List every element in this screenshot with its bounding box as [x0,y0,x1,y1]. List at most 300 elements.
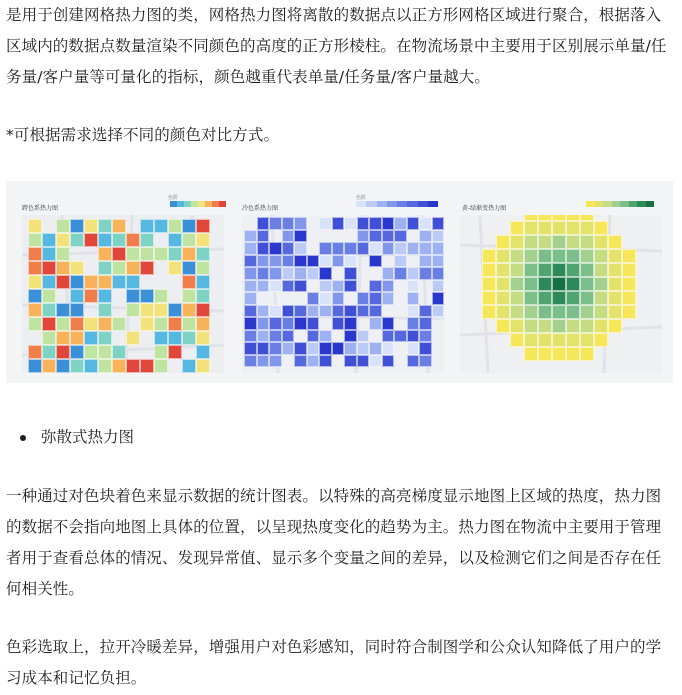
heatmap-cell [126,359,140,373]
heatmap-cell [182,317,196,331]
heatmap-cell [382,255,395,268]
heatmap-cell [332,292,345,305]
description-paragraph: 一种通过对色块着色来显示数据的统计图表。以特殊的高亮梯度显示地图上区域的热度，热力图的数据不会指向地图上具体的位置，以呈现热度变化的趋势为主。热力图在物流中主要用于管理者用于查看总体的情况、发现异常值、显示多个变量之间的差异，以及检测它们之间是否存在任何相关性。 [6,487,662,598]
heatmap-cell [524,263,538,277]
heatmap-cell [594,249,608,263]
heatmap-cell [580,333,594,347]
heatmap-cell [319,330,332,343]
heatmap-cell [182,345,196,359]
heatmap-cell [432,230,445,243]
heatmap-cell [257,330,270,343]
intro-paragraph: 是用于创建网格热力图的类，网格热力图将离散的数据点以正方形网格区域进行聚合，根据落入区域内的数据点数量渲染不同颜色的高度的正方形棱柱。在物流场景中主要用于区别展示单量/任务量/客户量等可量化的指标，颜色越重代表单量/任务量/客户量越大。 [6,6,667,86]
heatmap-cell [357,342,370,355]
legend-swatch [366,201,376,207]
heatmap-cell [369,217,382,230]
heatmap-cell [140,331,154,345]
legend-swatch [428,201,438,207]
heatmap-cell [28,331,42,345]
heatmap-cell [307,330,320,343]
heatmap-cell [154,275,168,289]
heatmap-cell [357,267,370,280]
heatmap-cell [98,289,112,303]
heatmap-cell [70,247,84,261]
heatmap-cell [42,303,56,317]
heatmap-cell [394,280,407,293]
heatmap-cell [552,305,566,319]
heatmap-cell [357,280,370,293]
heatmap-cell [282,317,295,330]
heatmap-cell [244,280,257,293]
legend-swatch [586,201,595,207]
heatmap-cell [196,233,210,247]
heatmap-cell [394,255,407,268]
heatmap-cell [168,247,182,261]
heatmap-cell [257,280,270,293]
heatmap-cell [496,221,510,235]
heatmap-cell [419,217,432,230]
legend-swatch [397,201,407,207]
heatmap-cell [307,242,320,255]
heatmap-cell [407,255,420,268]
heatmap-cell [84,303,98,317]
heatmap-cell [98,317,112,331]
heatmap-cell [70,275,84,289]
heatmap-cell [294,230,307,243]
heatmap-cell [196,345,210,359]
heatmap-cell [196,261,210,275]
bullet-dot [20,435,26,441]
heatmap-cell [496,291,510,305]
heatmap-cell [112,233,126,247]
heatmap-cell [332,355,345,368]
heatmap-cell [154,233,168,247]
legend-swatch [356,201,366,207]
heatmap-cell [319,280,332,293]
heatmap-cell [319,342,332,355]
legend-swatch [646,201,655,207]
heatmap-cell [294,280,307,293]
heatmap-cell [126,303,140,317]
heatmap-cell [594,319,608,333]
heatmap-cell [608,319,622,333]
heatmap-cell [332,330,345,343]
heatmap-cell [257,217,270,230]
legend-swatch [407,201,417,207]
legend-label: 色阶 [356,195,367,201]
heatmap-cell [332,255,345,268]
heatmap-cell [622,263,636,277]
heatmap-cell [182,359,196,373]
heatmap-cell [56,261,70,275]
heatmap-cell [70,359,84,373]
heatmap-cell [432,280,445,293]
heatmap-cell [269,355,282,368]
heatmap-cell [126,275,140,289]
heatmap-cell [257,305,270,318]
heatmap-cell [407,292,420,305]
heatmap-cell [566,291,580,305]
heatmap-cell [244,242,257,255]
heatmap-cell [244,217,257,230]
heatmap-cell [482,235,496,249]
heatmap-cell [419,292,432,305]
heatmap-cell [344,230,357,243]
heatmap-cell [282,305,295,318]
heatmap-cell [580,305,594,319]
heatmap-cell [28,261,42,275]
heatmap-cell [307,280,320,293]
panel-title: 跨色系热力图 [22,205,59,212]
color-legend [170,201,226,207]
heatmap-cell [70,289,84,303]
heatmap-cell [269,267,282,280]
heatmap-cell [432,355,445,368]
heatmap-cell [608,333,622,347]
heatmap-cell [56,219,70,233]
heatmap-cell [524,235,538,249]
heatmap-cell [622,291,636,305]
heatmap-cell [307,230,320,243]
heatmap-cell [154,219,168,233]
heatmap-cell [98,219,112,233]
legend-swatch [612,201,621,207]
heatmap-cell [70,317,84,331]
heatmap-cell [369,355,382,368]
heatmap-cell [332,217,345,230]
heatmap-cell [419,355,432,368]
heatmap-cell [269,330,282,343]
heatmap-cell [432,317,445,330]
heatmap-cell [307,292,320,305]
heatmap-cell [482,291,496,305]
heatmap-cell [369,255,382,268]
heatmap-cell [140,247,154,261]
heatmap-cell [552,347,566,361]
heatmap-cell [357,330,370,343]
heatmap-cell [84,233,98,247]
heatmap-cell [282,242,295,255]
heatmap-cell [269,342,282,355]
heatmap-cell [357,217,370,230]
heatmap-cell [182,261,196,275]
heatmap-cell [538,221,552,235]
legend-swatch [603,201,612,207]
heatmap-cell [419,242,432,255]
heatmap-cell [126,289,140,303]
heatmap-cell [510,305,524,319]
heatmap-cell [369,280,382,293]
heatmap-cell [168,331,182,345]
heatmap-cell [394,230,407,243]
heatmap-cell [294,267,307,280]
heatmap-cell [419,305,432,318]
legend-swatch [620,201,629,207]
heatmap-cell [608,305,622,319]
heatmap-cell [98,345,112,359]
heatmap-cell [70,261,84,275]
heatmap-cell [407,330,420,343]
heatmap-cell [84,289,98,303]
heatmap-cell [70,345,84,359]
heatmap-cell [168,219,182,233]
heatmap-cell [84,359,98,373]
heatmap-cell [244,230,257,243]
heatmap-cell [168,289,182,303]
heatmap-cell [307,342,320,355]
heatmap-cell [496,249,510,263]
heatmap-cell [382,355,395,368]
heatmap-cell [154,303,168,317]
heatmap-cell [319,305,332,318]
heatmap-cell [244,267,257,280]
heatmap-cell [154,317,168,331]
heatmap-cell [566,277,580,291]
heatmap-cell [154,359,168,373]
heatmap-cell [257,292,270,305]
heatmap-cell [282,342,295,355]
heatmap-cell [419,330,432,343]
heatmap-cell [56,331,70,345]
heatmap-cell [244,342,257,355]
heatmap-cell [307,267,320,280]
heatmap-cell [608,249,622,263]
heatmap-cell [344,305,357,318]
heatmap-panel-cross-color [18,181,233,383]
heatmap-cell [344,280,357,293]
note-paragraph: *可根据需求选择不同的颜色对比方式。 [6,126,280,144]
heatmap-cell [126,345,140,359]
heatmap-cell [407,305,420,318]
heatmap-grid [244,217,444,367]
heatmap-cell [112,247,126,261]
heatmap-cell [42,275,56,289]
heatmap-cell [382,292,395,305]
heatmap-cell [566,263,580,277]
heatmap-cell [594,277,608,291]
heatmap-cell [419,267,432,280]
heatmap-cell [98,233,112,247]
map-area [460,215,662,373]
heatmap-cell [269,280,282,293]
heatmap-cell [482,263,496,277]
heatmap-grid [482,215,636,361]
heatmap-cell [344,267,357,280]
heatmap-cell [269,305,282,318]
heatmap-cell [382,330,395,343]
heatmap-cell [510,263,524,277]
heatmap-cell [42,359,56,373]
heatmap-cell [168,261,182,275]
heatmap-cell [244,330,257,343]
legend-swatch [418,201,428,207]
heatmap-cell [594,291,608,305]
heatmap-cell [394,217,407,230]
heatmap-cell [319,217,332,230]
heatmap-cell [294,255,307,268]
heatmap-figure [6,181,673,383]
legend-label: 色阶 [168,195,179,201]
heatmap-cell [257,255,270,268]
heatmap-cell [196,275,210,289]
heatmap-cell [98,261,112,275]
heatmap-cell [622,249,636,263]
heatmap-cell [282,292,295,305]
legend-swatch [629,201,638,207]
heatmap-cell [524,347,538,361]
heatmap-cell [608,263,622,277]
heatmap-cell [622,333,636,347]
heatmap-cell [112,317,126,331]
heatmap-cell [594,333,608,347]
heatmap-cell [294,355,307,368]
heatmap-cell [482,221,496,235]
heatmap-cell [419,230,432,243]
heatmap-cell [382,267,395,280]
heatmap-cell [357,292,370,305]
heatmap-cell [319,267,332,280]
heatmap-cell [357,230,370,243]
heatmap-cell [622,319,636,333]
heatmap-cell [580,221,594,235]
bullet-item [20,422,134,453]
heatmap-cell [524,249,538,263]
heatmap-cell [510,291,524,305]
heatmap-cell [552,221,566,235]
heatmap-cell [168,233,182,247]
heatmap-cell [524,305,538,319]
color-legend [356,201,438,207]
heatmap-cell [566,319,580,333]
legend-swatch [177,201,184,207]
heatmap-cell [622,305,636,319]
heatmap-cell [244,355,257,368]
heatmap-cell [608,235,622,249]
heatmap-cell [84,345,98,359]
heatmap-cell [369,267,382,280]
heatmap-cell [196,303,210,317]
heatmap-cell [42,331,56,345]
heatmap-cell [28,247,42,261]
heatmap-cell [196,317,210,331]
panel-title: 冷色系热力图 [242,205,279,212]
legend-swatch [637,201,646,207]
heatmap-cell [580,235,594,249]
heatmap-cell [294,292,307,305]
heatmap-cell [196,219,210,233]
heatmap-cell [419,280,432,293]
heatmap-cell [307,355,320,368]
color-paragraph: 色彩选取上，拉开冷暖差异，增强用户对色彩感知，同时符合制图学和公众认知降低了用户的学习成本和记忆负担。 [6,638,662,687]
heatmap-cell [382,280,395,293]
heatmap-cell [538,263,552,277]
heatmap-cell [154,261,168,275]
heatmap-cell [482,305,496,319]
heatmap-cell [344,255,357,268]
heatmap-cell [566,249,580,263]
heatmap-cell [407,317,420,330]
heatmap-cell [182,233,196,247]
heatmap-cell [496,263,510,277]
heatmap-cell [42,345,56,359]
heatmap-cell [294,330,307,343]
heatmap-cell [56,247,70,261]
heatmap-cell [394,292,407,305]
heatmap-cell [269,242,282,255]
heatmap-cell [28,303,42,317]
heatmap-cell [538,291,552,305]
heatmap-cell [294,217,307,230]
heatmap-cell [56,303,70,317]
heatmap-cell [369,242,382,255]
heatmap-cell [56,275,70,289]
heatmap-cell [419,317,432,330]
heatmap-cell [282,355,295,368]
heatmap-cell [112,219,126,233]
heatmap-cell [182,275,196,289]
heatmap-cell [257,242,270,255]
legend-swatch [170,201,177,207]
heatmap-cell [28,345,42,359]
heatmap-cell [394,267,407,280]
heatmap-cell [282,267,295,280]
heatmap-cell [357,305,370,318]
heatmap-cell [344,217,357,230]
heatmap-cell [112,331,126,345]
heatmap-cell [552,291,566,305]
heatmap-cell [344,317,357,330]
heatmap-cell [307,255,320,268]
heatmap-cell [482,319,496,333]
heatmap-cell [552,319,566,333]
heatmap-cell [332,242,345,255]
legend-swatch [184,201,191,207]
heatmap-cell [432,305,445,318]
heatmap-cell [608,277,622,291]
heatmap-cell [282,217,295,230]
heatmap-cell [344,355,357,368]
heatmap-cell [552,333,566,347]
heatmap-cell [394,342,407,355]
heatmap-cell [269,292,282,305]
heatmap-cell [307,317,320,330]
heatmap-cell [407,230,420,243]
heatmap-cell [294,305,307,318]
heatmap-cell [394,330,407,343]
heatmap-cell [84,219,98,233]
heatmap-cell [140,261,154,275]
heatmap-cell [84,275,98,289]
heatmap-cell [369,317,382,330]
heatmap-cell [510,235,524,249]
heatmap-cell [269,217,282,230]
heatmap-cell [56,317,70,331]
heatmap-cell [332,267,345,280]
heatmap-cell [140,233,154,247]
heatmap-cell [382,217,395,230]
heatmap-cell [482,333,496,347]
heatmap-cell [496,305,510,319]
heatmap-cell [344,330,357,343]
heatmap-cell [369,330,382,343]
heatmap-cell [622,277,636,291]
heatmap-cell [112,359,126,373]
heatmap-cell [332,317,345,330]
heatmap-cell [126,331,140,345]
heatmap-cell [182,219,196,233]
heatmap-cell [42,261,56,275]
heatmap-cell [257,317,270,330]
heatmap-cell [344,342,357,355]
